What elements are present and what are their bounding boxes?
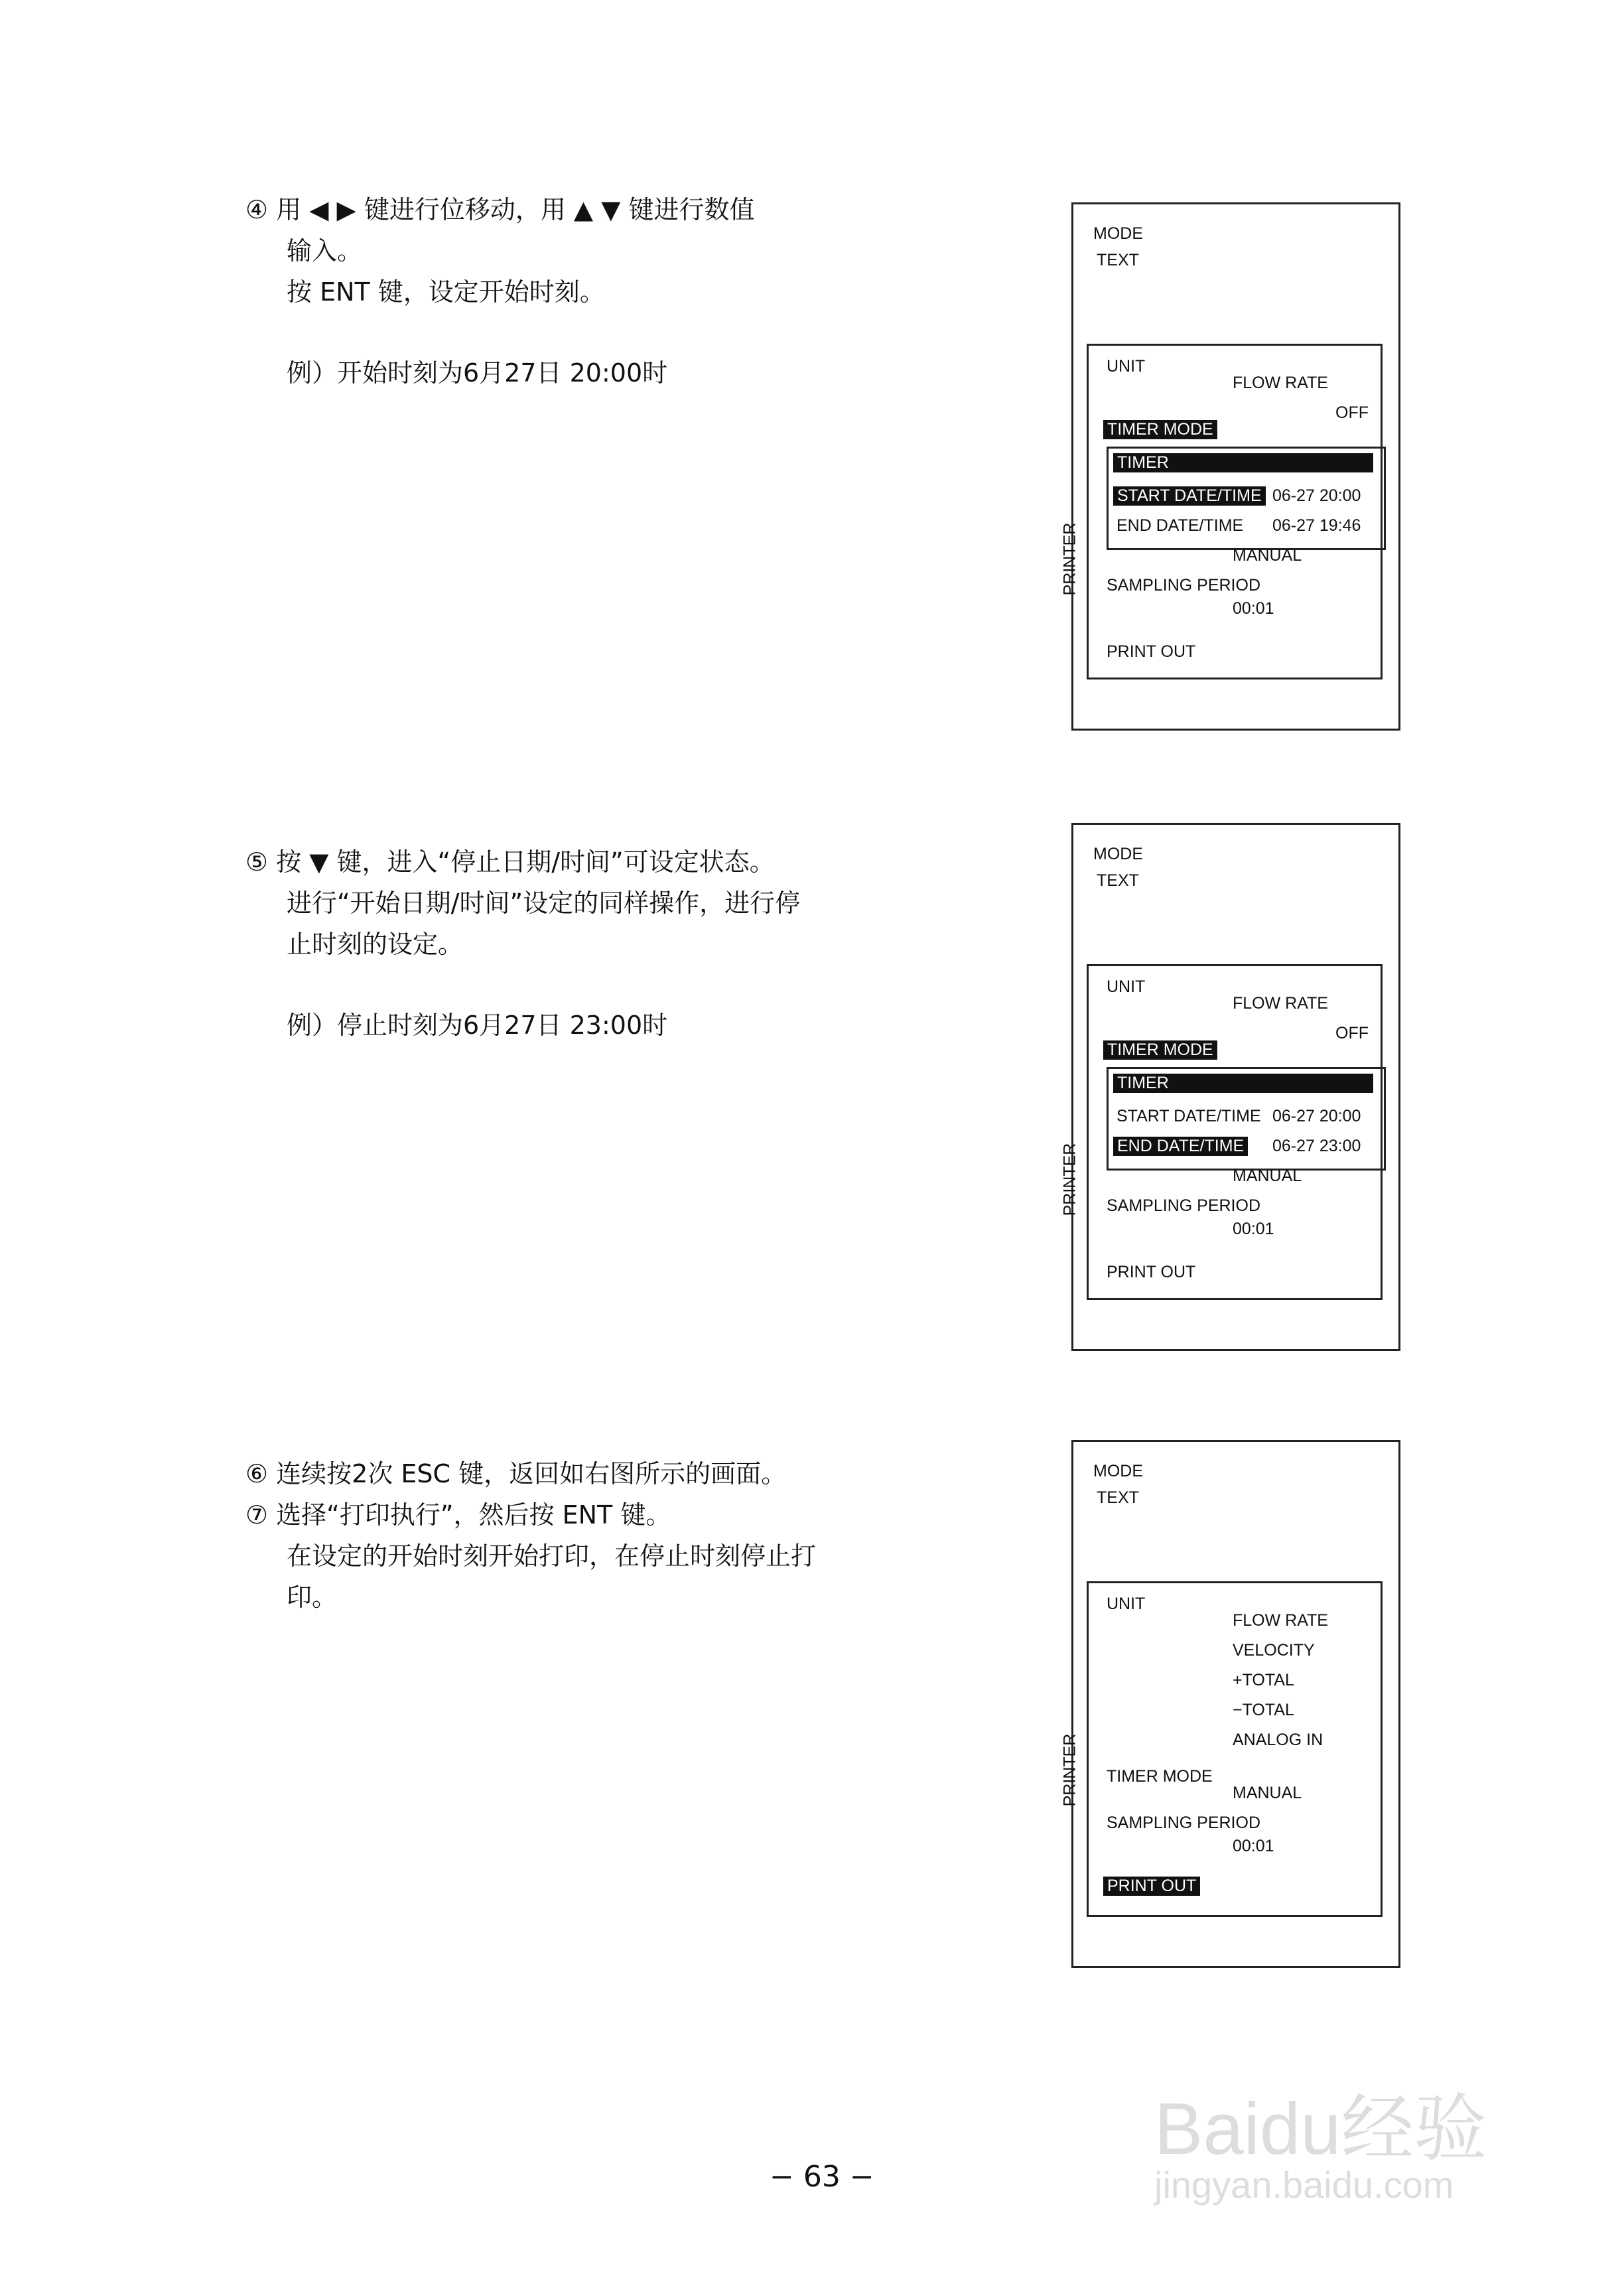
unit: UNIT	[1107, 1595, 1146, 1613]
flow: FLOW RATE	[1233, 374, 1328, 392]
page-number: − 63 −	[770, 2160, 874, 2194]
manual: MANUAL	[1233, 1784, 1302, 1802]
sp: SAMPLING PERIOD	[1107, 1814, 1260, 1832]
s5-l1: ⑤ 按 ▼ 键，进入“停止日期/时间”可设定状态。	[245, 847, 775, 877]
print[interactable]: PRINT OUT	[1103, 1877, 1200, 1896]
mode-label: MODE	[1093, 845, 1143, 863]
start-val[interactable]: 06-27 20:00	[1272, 486, 1361, 505]
mt: −TOTAL	[1233, 1701, 1294, 1719]
step5	[245, 841, 800, 1046]
screen-1	[1060, 202, 1400, 731]
flow: FLOW RATE	[1233, 994, 1328, 1013]
s5-l3: 止时刻的设定。	[287, 930, 464, 959]
print[interactable]: PRINT OUT	[1107, 642, 1196, 661]
timer: TIMER	[1113, 1074, 1373, 1093]
start[interactable]: START DATE/TIME	[1116, 1107, 1261, 1125]
watermark: Baidu经验	[1154, 2088, 1487, 2170]
printer-label: PRINTER	[1060, 1733, 1079, 1807]
s6-l2: ⑦ 选择“打印执行”，然后按 ENT 键。	[245, 1500, 671, 1530]
sp: SAMPLING PERIOD	[1107, 576, 1260, 595]
s5-ex: 例）停止时刻为6月27日 23:00时	[287, 1011, 668, 1040]
spv: 00:01	[1233, 599, 1274, 618]
mode-value: TEXT	[1097, 1488, 1139, 1507]
unit: UNIT	[1107, 357, 1146, 376]
mode-label: MODE	[1093, 1462, 1143, 1480]
step4	[245, 189, 755, 393]
timer-mode[interactable]: TIMER MODE	[1103, 420, 1217, 439]
mode-value: TEXT	[1097, 251, 1139, 269]
spv: 00:01	[1233, 1837, 1274, 1855]
manual: MANUAL	[1233, 546, 1302, 565]
watermark-url: jingyan.baidu.com	[1154, 2164, 1454, 2206]
end[interactable]: END DATE/TIME	[1116, 516, 1244, 535]
s4-ex: 例）开始时刻为6月27日 20:00时	[287, 358, 668, 388]
flow: FLOW RATE	[1233, 1611, 1328, 1630]
s5-l2: 进行“开始日期/时间”设定的同样操作，进行停	[287, 889, 801, 918]
s6-l3: 在设定的开始时刻开始打印，在停止时刻停止打	[287, 1541, 817, 1571]
printer-label: PRINTER	[1060, 1143, 1079, 1216]
end-val[interactable]: 06-27 23:00	[1272, 1137, 1361, 1155]
start-val[interactable]: 06-27 20:00	[1272, 1107, 1361, 1125]
step6	[245, 1453, 816, 1618]
timer-mode[interactable]: TIMER MODE	[1103, 1040, 1217, 1060]
spv: 00:01	[1233, 1220, 1274, 1238]
manual: MANUAL	[1233, 1167, 1302, 1185]
print[interactable]: PRINT OUT	[1107, 1263, 1196, 1281]
pt: +TOTAL	[1233, 1671, 1294, 1689]
screen-2	[1060, 823, 1400, 1351]
s6-l1: ⑥ 连续按2次 ESC 键，返回如右图所示的画面。	[245, 1459, 787, 1488]
start[interactable]: START DATE/TIME	[1113, 486, 1266, 506]
end[interactable]: END DATE/TIME	[1113, 1137, 1248, 1156]
off: OFF	[1335, 403, 1369, 422]
timer: TIMER	[1113, 453, 1373, 472]
off: OFF	[1335, 1024, 1369, 1042]
sp: SAMPLING PERIOD	[1107, 1196, 1260, 1215]
vel: VELOCITY	[1233, 1641, 1315, 1660]
printer-label: PRINTER	[1060, 522, 1079, 596]
s4-l3: 按 ENT 键，设定开始时刻。	[287, 277, 605, 307]
tm2: TIMER MODE	[1107, 1767, 1213, 1786]
s4-l2: 输入。	[287, 236, 363, 265]
end-val[interactable]: 06-27 19:46	[1272, 516, 1361, 535]
screen-3	[1060, 1440, 1400, 1968]
unit: UNIT	[1107, 977, 1146, 996]
s6-l4: 印。	[287, 1583, 338, 1612]
s4-l1: ④ 用 ◀ ▶ 键进行位移动，用 ▲ ▼ 键进行数值	[245, 195, 755, 224]
mode-value: TEXT	[1097, 871, 1139, 890]
mode-label: MODE	[1093, 224, 1143, 243]
ai: ANALOG IN	[1233, 1731, 1323, 1749]
